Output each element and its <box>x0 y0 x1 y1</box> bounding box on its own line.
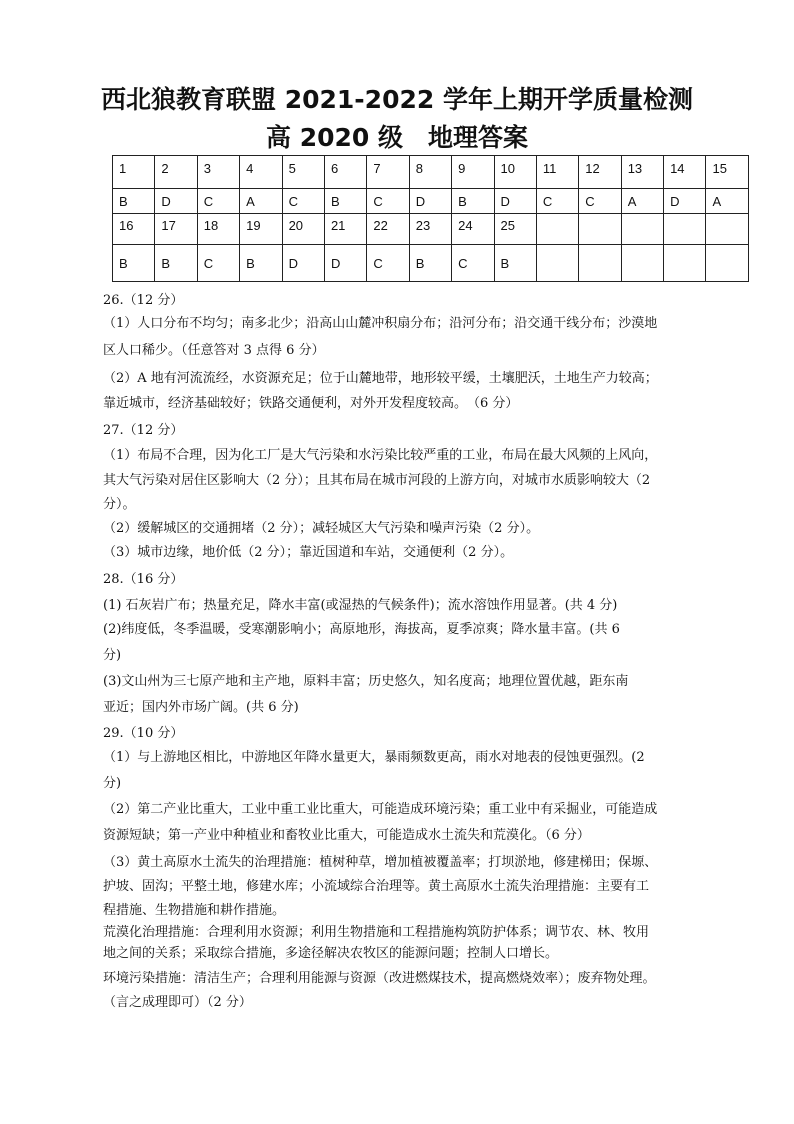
answer-line: （2）A 地有河流流经，水资源充足；位于山麓地带，地形较平缓，土壤肥沃，土地生产力较高； <box>103 371 658 386</box>
answer-line: （2）缓解城区的交通拥堵（2 分）；减轻城区大气污染和噪声污染（2 分）。 <box>103 521 540 536</box>
answer-table-cell: 24 <box>452 214 494 245</box>
answer-line: 程措施、生物措施和耕作措施。 <box>103 903 286 918</box>
answer-table-cell: C <box>452 245 494 282</box>
answer-table-cell: 2 <box>155 156 197 189</box>
answer-table-row <box>113 156 749 189</box>
answer-line: 荒漠化治理措施：合理利用水资源；利用生物措施和工程措施构筑防护体系；调节农、林、牧用 <box>103 925 650 940</box>
answer-table-cell: 19 <box>240 214 282 245</box>
answer-line: 亚近；国内外市场广阔。(共 6 分) <box>103 700 299 715</box>
answer-table-cell: A <box>621 189 663 214</box>
answer-table-cell <box>621 245 663 282</box>
answer-line: （3）城市边缘，地价低（2 分）；靠近国道和车站，交通便利（2 分）。 <box>103 545 514 560</box>
answer-table-row <box>113 245 749 282</box>
document-subtitle: 高 2020 级 地理答案 <box>266 123 528 152</box>
answer-table-cell <box>664 245 706 282</box>
answer-table-cell: 14 <box>664 156 706 189</box>
answer-table-cell: 11 <box>536 156 578 189</box>
answer-table-cell: 7 <box>367 156 409 189</box>
answer-line: (1) 石灰岩广布；热量充足，降水丰富(或湿热的气候条件)；流水溶蚀作用显著。(共 4 分) <box>103 598 618 613</box>
answer-table-cell: 20 <box>282 214 324 245</box>
answer-table-cell <box>664 214 706 245</box>
answer-table-cell: 9 <box>452 156 494 189</box>
answer-table-cell: B <box>452 189 494 214</box>
answer-table-cell: 12 <box>579 156 621 189</box>
answer-table-cell: B <box>409 245 451 282</box>
answer-table-cell: 5 <box>282 156 324 189</box>
answer-table-cell: C <box>367 245 409 282</box>
answer-line: 28.（16 分） <box>103 572 184 587</box>
answer-line: （1）与上游地区相比，中游地区年降水量更大，暴雨频数更高，雨水对地表的侵蚀更强烈。(2 <box>103 750 645 765</box>
answer-table-cell: 21 <box>324 214 366 245</box>
answer-line: 29.（10 分） <box>103 726 184 741</box>
answer-line: 分) <box>103 776 122 791</box>
answer-table-cell: 25 <box>494 214 536 245</box>
answer-line: 资源短缺；第一产业中种植业和畜牧业比重大，可能造成水土流失和荒漠化。（6 分） <box>103 828 590 843</box>
answer-table-row <box>113 214 749 245</box>
answer-line: 环境污染措施：清洁生产；合理利用能源与资源（改进燃煤技术，提高燃烧效率）；废弃物处理。 <box>103 971 656 986</box>
answer-line: (2)纬度低，冬季温暖，受寒潮影响小；高原地形，海拔高，夏季凉爽；降水量丰富。(共 6 <box>103 622 620 637</box>
answer-line: 其大气污染对居住区影响大（2 分）；且其布局在城市河段的上游方向，对城市水质影响较大（2 <box>103 473 651 488</box>
answer-table-cell: 18 <box>197 214 239 245</box>
answer-line: （言之成理即可）（2 分） <box>103 995 252 1010</box>
answer-table-cell <box>579 245 621 282</box>
answer-table-cell <box>536 245 578 282</box>
answer-line: 靠近城市，经济基础较好；铁路交通便利，对外开发程度较高。 （6 分） <box>103 396 519 411</box>
answer-line: 护坡、固沟；平整土地，修建水库；小流域综合治理等。黄土高原水土流失治理措施：主要有工 <box>103 879 650 894</box>
answer-table-cell: 4 <box>240 156 282 189</box>
answer-table-cell: 6 <box>324 156 366 189</box>
answer-table-cell: B <box>494 245 536 282</box>
answer-table-cell: 13 <box>621 156 663 189</box>
answer-table-cell: 3 <box>197 156 239 189</box>
answer-table-cell: C <box>197 189 239 214</box>
answer-table-cell: D <box>282 245 324 282</box>
answer-table-cell: C <box>536 189 578 214</box>
answer-table-cell: A <box>706 189 748 214</box>
answer-table-cell: C <box>367 189 409 214</box>
answer-line: （1）布局不合理，因为化工厂是大气污染和水污染比较严重的工业，布局在最大风频的上风向， <box>103 448 658 463</box>
answer-line: 分) <box>103 648 122 663</box>
answer-table-cell: 23 <box>409 214 451 245</box>
answer-table-cell: 10 <box>494 156 536 189</box>
answer-table-cell <box>706 245 748 282</box>
answer-table-cell: 1 <box>113 156 155 189</box>
answer-table-cell: B <box>240 245 282 282</box>
answer-line: （3）黄土高原水土流失的治理措施：植树种草，增加植被覆盖率；打坝淤地，修建梯田；保塬、 <box>103 855 658 870</box>
answer-table-cell: D <box>324 245 366 282</box>
answer-line: 地之间的关系；采取综合措施，多途径解决农牧区的能源问题；控制人口增长。 <box>103 946 559 961</box>
answer-table-cell: B <box>324 189 366 214</box>
answer-table-cell: C <box>282 189 324 214</box>
answer-table <box>112 155 749 282</box>
answer-table-cell: 8 <box>409 156 451 189</box>
answer-table-row <box>113 189 749 214</box>
answer-table-cell: 17 <box>155 214 197 245</box>
answer-table-cell: D <box>409 189 451 214</box>
answer-table-cell <box>706 214 748 245</box>
answer-line: (3)文山州为三七原产地和主产地，原料丰富；历史悠久，知名度高；地理位置优越，距东南 <box>103 674 629 689</box>
answer-table-cell: B <box>113 189 155 214</box>
answer-table-cell <box>579 214 621 245</box>
answer-line: 27.（12 分） <box>103 423 184 438</box>
answer-table-cell: C <box>197 245 239 282</box>
answer-table-cell: B <box>155 245 197 282</box>
answer-table-cell: 16 <box>113 214 155 245</box>
answer-line: （1）人口分布不均匀；南多北少；沿高山山麓冲积扇分布；沿河分布；沿交通干线分布；沙漠地 <box>103 316 658 331</box>
answer-line: 分）。 <box>103 497 136 512</box>
answer-table-cell: 15 <box>706 156 748 189</box>
answer-table-cell <box>621 214 663 245</box>
answer-table-cell <box>536 214 578 245</box>
answer-line: 26.（12 分） <box>103 293 184 308</box>
answer-table-cell: D <box>155 189 197 214</box>
answer-table-cell: B <box>113 245 155 282</box>
answer-table-cell: D <box>664 189 706 214</box>
document-title: 西北狼教育联盟 2021-2022 学年上期开学质量检测 <box>101 85 693 114</box>
answer-table-cell: D <box>494 189 536 214</box>
answer-line: （2）第二产业比重大，工业中重工业比重大，可能造成环境污染；重工业中有采掘业，可能造成 <box>103 802 658 817</box>
answer-line: 区人口稀少。（任意答对 3 点得 6 分） <box>103 343 325 358</box>
answer-table-cell: C <box>579 189 621 214</box>
answer-table-cell: A <box>240 189 282 214</box>
answer-table-cell: 22 <box>367 214 409 245</box>
